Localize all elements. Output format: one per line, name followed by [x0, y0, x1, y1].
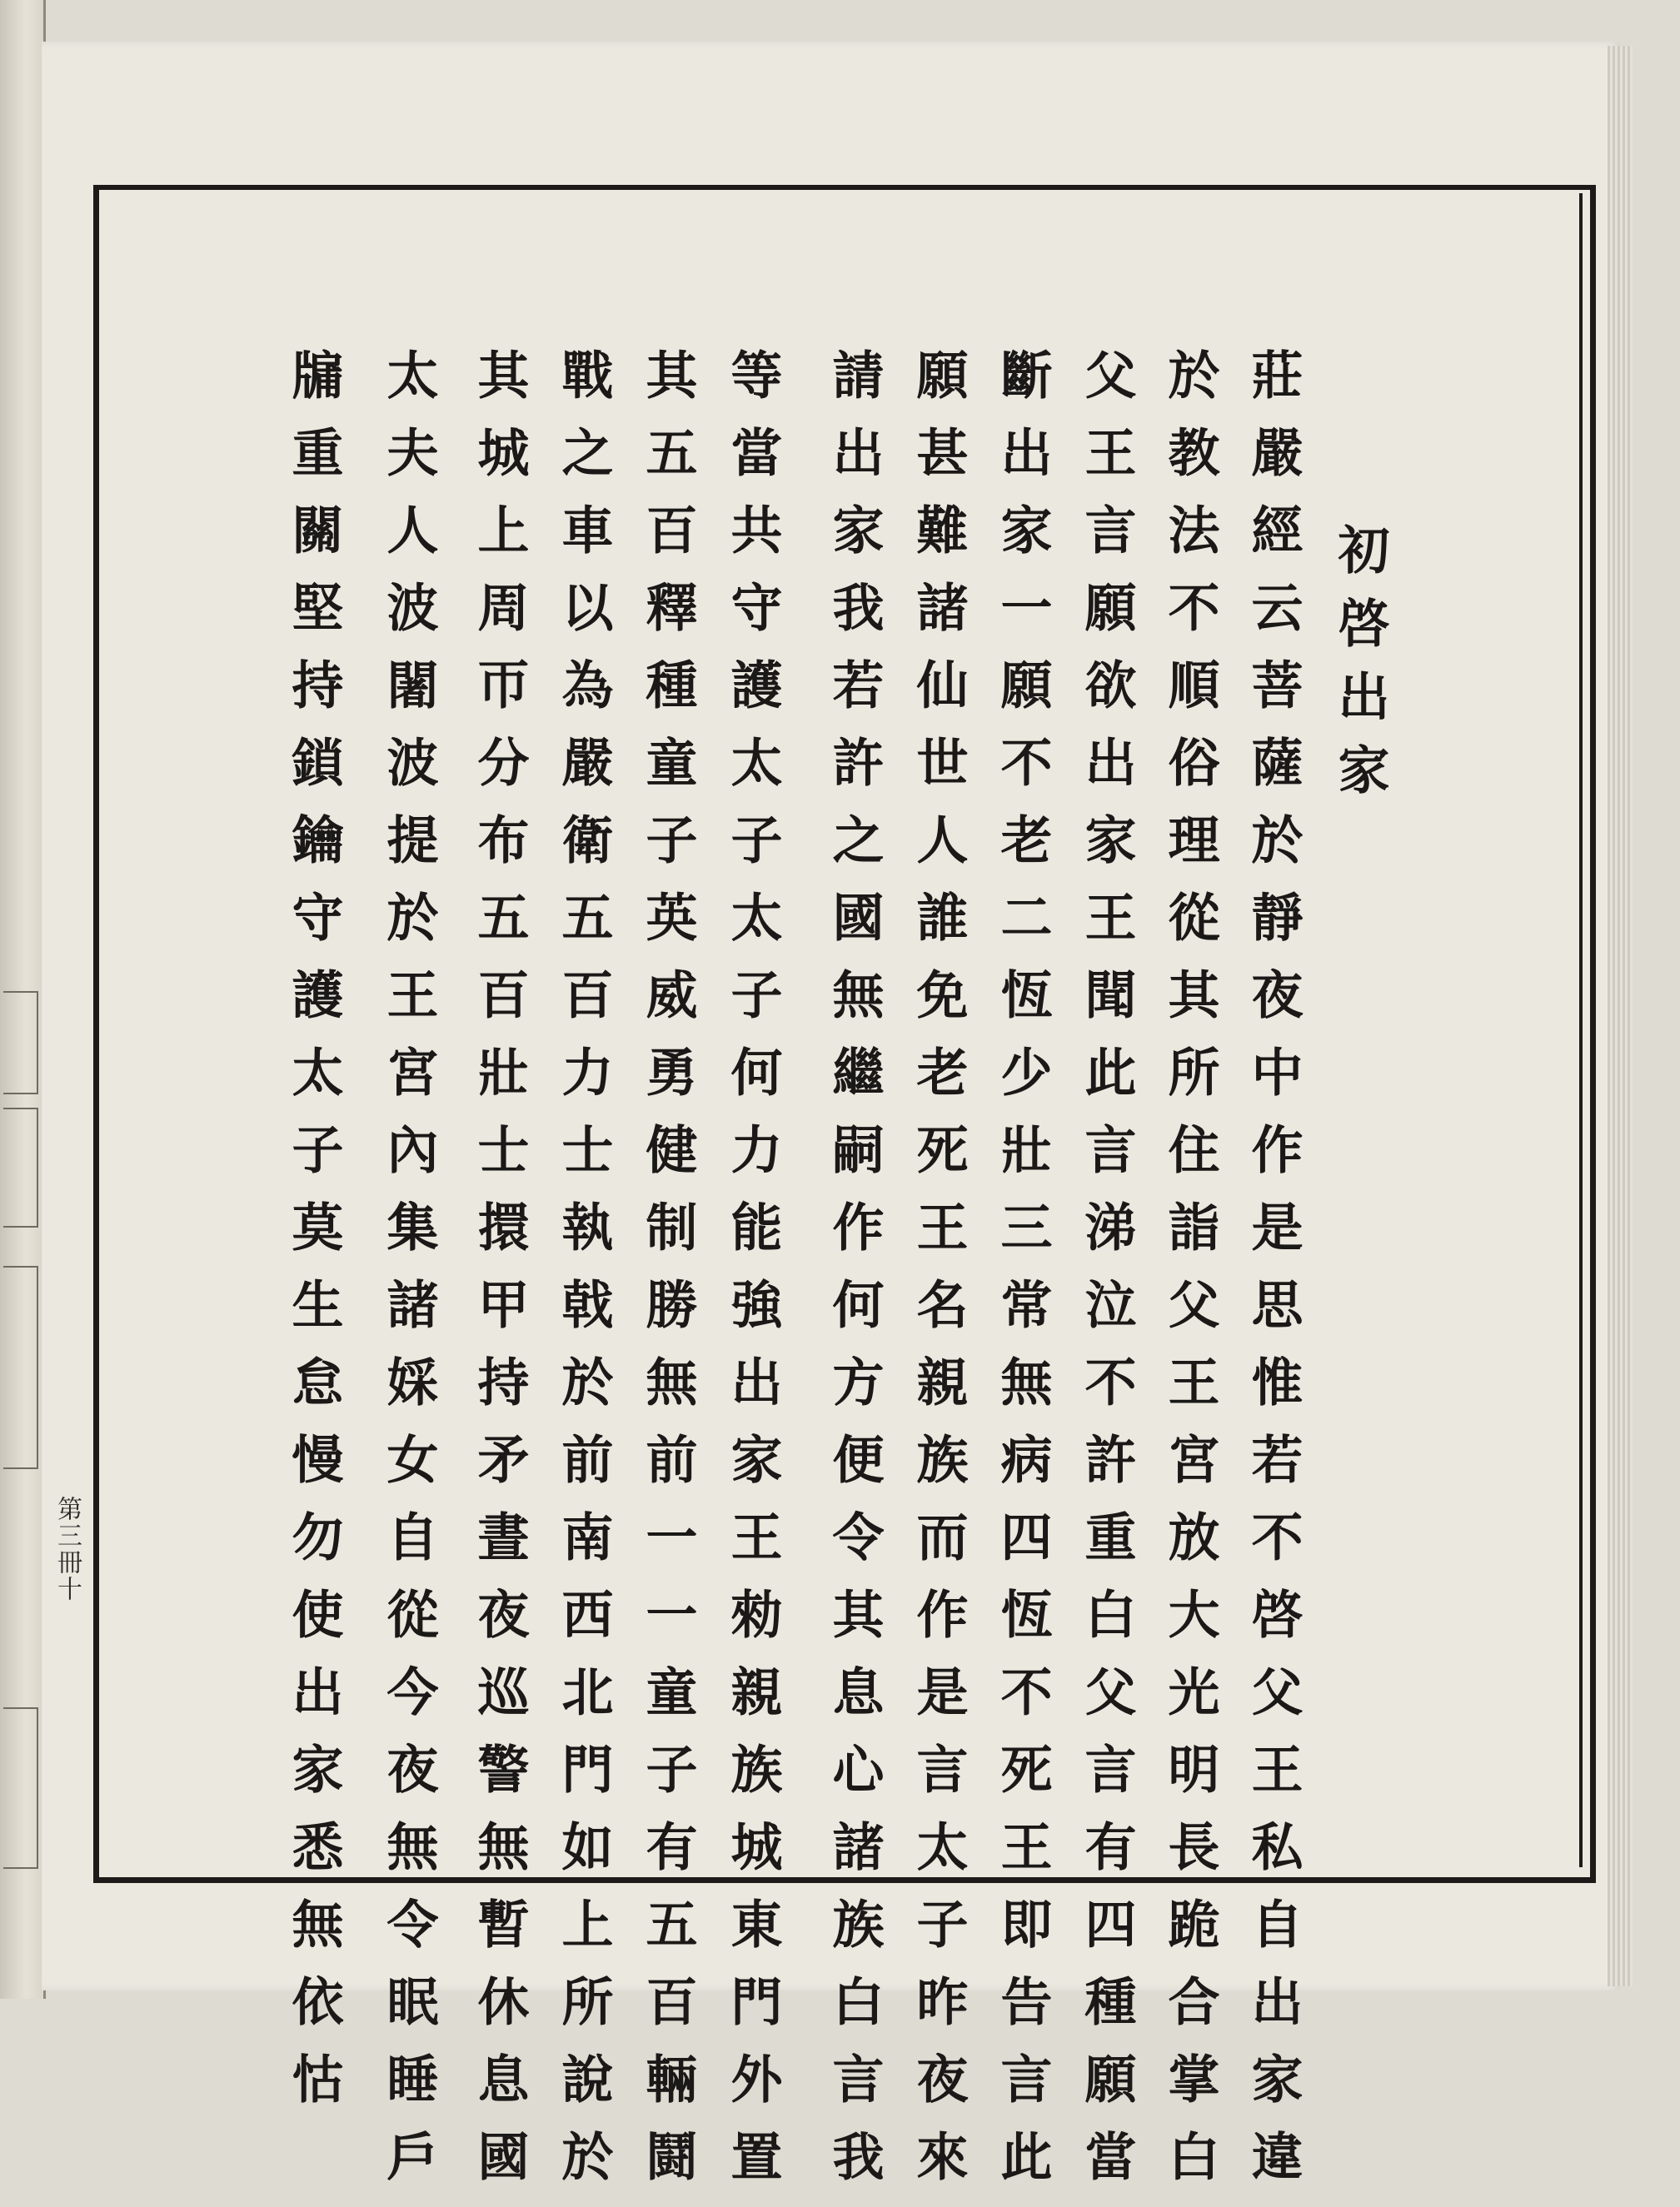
illustration-fragment	[3, 991, 38, 1094]
section-title: 初啓出家	[1329, 523, 1390, 816]
page-edges	[1608, 46, 1633, 1986]
text-column-1: 莊嚴經云菩薩於靜夜中作是思惟若不啓父王私自出家違	[1243, 348, 1304, 2207]
text-column-6: 請出家我若許之國無繼嗣作何方便令其息心諸族白言我	[824, 348, 885, 2207]
text-column-2: 於教法不順俗理從其所住詣父王宮放大光明長跪合掌白	[1159, 348, 1220, 2207]
illustration-fragment	[3, 1266, 38, 1469]
text-column-11: 太夫人波闍波提於王宮內集諸婇女自從今夜無令眠睡戶	[378, 348, 439, 2207]
text-column-5: 願甚難諸仙世人誰免老死王名親族而作是言太子昨夜來	[908, 348, 969, 2207]
illustration-fragment	[3, 1707, 38, 1869]
text-column-7: 等當共守護太子太子何力能強出家王勑親族城東門外置	[722, 348, 783, 2207]
illustration-fragment	[3, 1108, 38, 1228]
folio-number: 第三冊十	[52, 1496, 82, 1602]
text-column-9: 戰之車以為嚴衛五百力士執戟於前南西北門如上所說於	[553, 348, 614, 2207]
text-column-10: 其城上周帀分布五百壯士擐甲持矛晝夜巡警無暫休息國	[469, 348, 530, 2207]
text-column-12: 牖重關堅持鎖鑰守護太子莫生怠慢勿使出家悉無依怙	[283, 348, 344, 2130]
print-border-inner-line	[1579, 193, 1583, 1867]
text-column-4: 斷出家一願不老二恆少壯三常無病四恆不死王即告言此	[992, 348, 1053, 2207]
left-page-edge	[0, 0, 46, 1999]
text-column-3: 父王言願欲出家王聞此言涕泣不許重白父言有四種願當	[1076, 348, 1137, 2207]
text-column-8: 其五百釋種童子英威勇健制勝無前一一童子有五百輛鬪	[637, 348, 698, 2207]
